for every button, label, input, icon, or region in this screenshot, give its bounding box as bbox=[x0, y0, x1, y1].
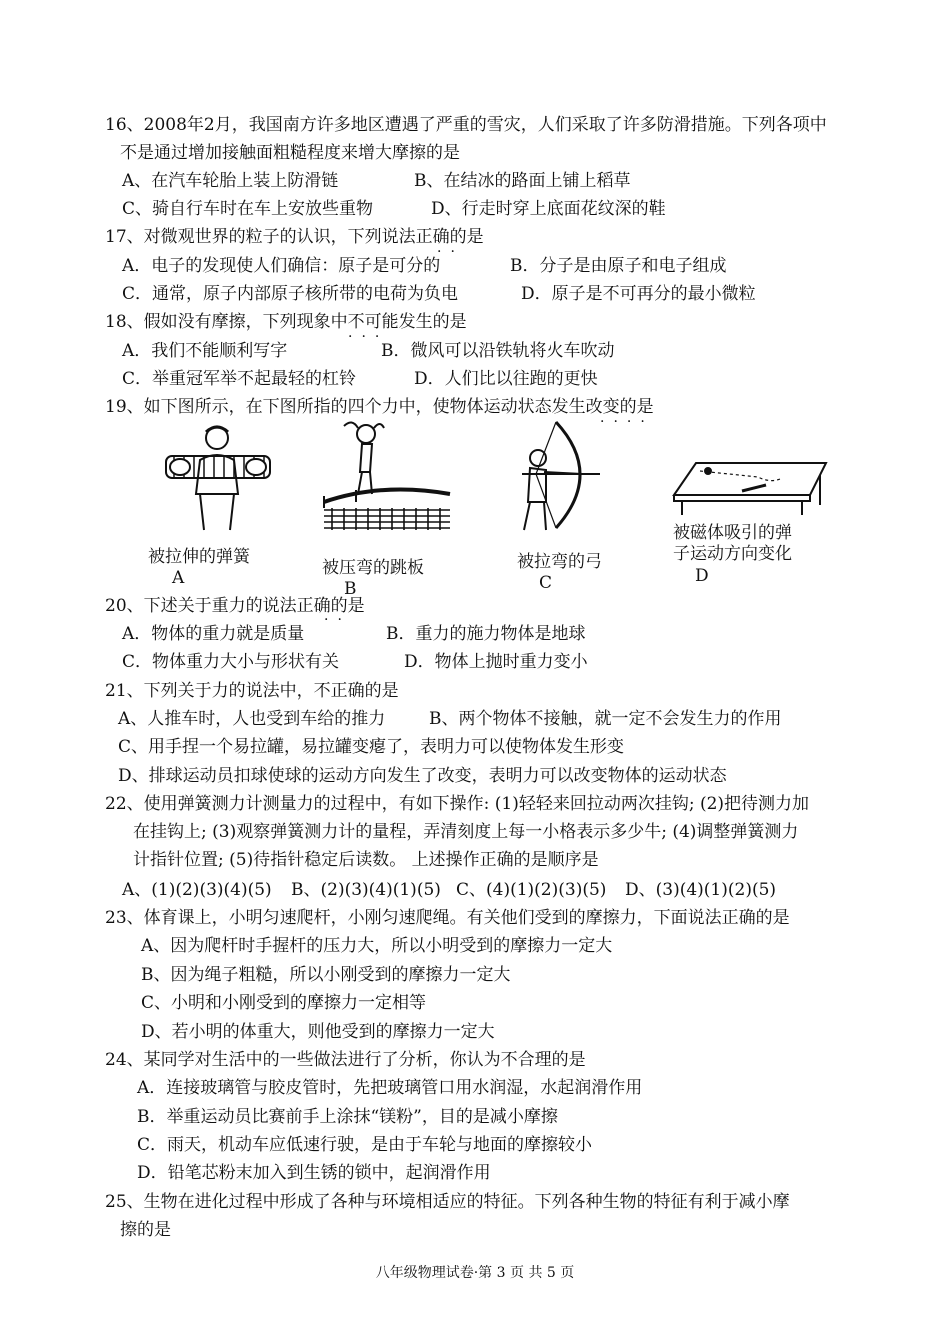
q16-option-b: B、在结冰的路面上铺上稻草 bbox=[414, 171, 631, 191]
q24-option-c: C．雨天，机动车应低速行驶，是由于车轮与地面的摩擦较小 bbox=[137, 1135, 593, 1155]
q22-stem-line3: 计指针位置; (5)待指针稳定后读数。 上述操作正确的是顺序是 bbox=[133, 850, 599, 870]
q17-option-a: A．电子的发现使人们确信：原子是可分的 bbox=[122, 256, 441, 276]
q18-option-a: A．我们不能顺利写字 bbox=[122, 341, 288, 361]
q23-stem: 23、体育课上，小明匀速爬杆，小刚匀速爬绳。有关他们受到的摩擦力，下面说法正确的是 bbox=[105, 908, 790, 928]
q22-option-d: D、(3)(4)(1)(2)(5) bbox=[625, 880, 777, 900]
q25-stem-line2: 擦的是 bbox=[120, 1220, 171, 1240]
figure-d-caption-line1: 被磁体吸引的弹 bbox=[673, 523, 792, 543]
q22-option-c: C、(4)(1)(2)(3)(5) bbox=[456, 880, 607, 900]
q20-option-c: C．物体重力大小与形状有关 bbox=[122, 652, 340, 672]
stretched-spring-figure bbox=[160, 420, 275, 532]
q25-stem-line1: 25、生物在进化过程中形成了各种与环境相适应的特征。下列各种生物的特征有利于减小摩 bbox=[105, 1192, 790, 1212]
figure-a-caption: 被拉伸的弹簧 bbox=[148, 547, 250, 567]
figure-d-caption-line2: 子运动方向变化 bbox=[673, 544, 792, 564]
q20-option-b: B．重力的施力物体是地球 bbox=[386, 624, 586, 644]
figure-b-caption: 被压弯的跳板 bbox=[322, 558, 424, 578]
q20-option-a: A．物体的重力就是质量 bbox=[122, 624, 305, 644]
q23-option-c: C、小明和小刚受到的摩擦力一定相等 bbox=[141, 993, 427, 1013]
q21-option-a: A、人推车时，人也受到车给的推力 bbox=[118, 709, 386, 729]
q22-stem-line2: 在挂钩上; (3)观察弹簧测力计的量程，弄清刻度上每一小格表示多少牛; (4)调整弹簧测力 bbox=[133, 822, 799, 842]
q17-option-b: B．分子是由原子和电子组成 bbox=[510, 256, 727, 276]
q21-option-b: B、两个物体不接触，就一定不会发生力的作用 bbox=[429, 709, 782, 729]
figure-d-letter: D bbox=[695, 566, 709, 586]
q18-emphasis-dots: ··· bbox=[348, 329, 389, 345]
q16-option-a: A、在汽车轮胎上装上防滑链 bbox=[122, 171, 339, 191]
q18-option-b: B．微风可以沿铁轨将火车吹动 bbox=[381, 341, 615, 361]
q16-stem-line1: 16、2008年2月，我国南方许多地区遭遇了严重的雪灾，人们采取了许多防滑措施。下列各项中 bbox=[105, 115, 827, 135]
q23-option-b: B、因为绳子粗糙，所以小刚受到的摩擦力一定大 bbox=[141, 965, 511, 985]
q21-stem: 21、下列关于力的说法中，不正确的是 bbox=[105, 681, 399, 701]
q18-stem: 18、假如没有摩擦，下列现象中不可能发生的是 bbox=[105, 312, 467, 332]
q24-option-a: A．连接玻璃管与胶皮管时，先把玻璃管口用水润湿，水起润滑作用 bbox=[137, 1078, 643, 1098]
q17-stem: 17、对微观世界的粒子的认识，下列说法正确的是 bbox=[105, 227, 484, 247]
q18-option-d: D．人们比以往跑的更快 bbox=[414, 369, 598, 389]
q17-option-d: D．原子是不可再分的最小微粒 bbox=[521, 284, 756, 304]
q21-option-c: C、用手捏一个易拉罐，易拉罐变瘪了，表明力可以使物体发生形变 bbox=[118, 737, 625, 757]
figure-c-caption: 被拉弯的弓 bbox=[517, 552, 602, 572]
q18-option-c: C．举重冠军举不起最轻的杠铃 bbox=[122, 369, 357, 389]
q19-emphasis-dots: ···· bbox=[600, 414, 654, 430]
q20-stem: 20、下述关于重力的说法正确的是 bbox=[105, 596, 365, 616]
q20-option-d: D．物体上抛时重力变小 bbox=[404, 652, 588, 672]
q16-option-c: C、骑自行车时在车上安放些重物 bbox=[122, 199, 374, 219]
q17-option-c: C．通常，原子内部原子核所带的电荷为负电 bbox=[122, 284, 459, 304]
q22-option-b: B、(2)(3)(4)(1)(5) bbox=[291, 880, 441, 900]
q22-stem-line1: 22、使用弹簧测力计测量力的过程中，有如下操作: (1)轻轻来回拉动两次挂钩; (2)把待测力加 bbox=[105, 794, 810, 814]
page-footer: 八年级物理试卷·第 3 页 共 5 页 bbox=[375, 1265, 575, 1281]
figure-b-letter: B bbox=[344, 579, 357, 599]
q20-emphasis-dots: ·· bbox=[324, 612, 351, 628]
magnet-ball-table-figure bbox=[670, 455, 828, 517]
q22-option-a: A、(1)(2)(3)(4)(5) bbox=[122, 880, 272, 900]
q24-option-d: D．铅笔芯粉末加入到生锈的锁中，起润滑作用 bbox=[137, 1163, 491, 1183]
q24-option-b: B．举重运动员比赛前手上涂抹“镁粉”，目的是减小摩擦 bbox=[137, 1107, 558, 1127]
q23-option-a: A、因为爬杆时手握杆的压力大，所以小明受到的摩擦力一定大 bbox=[141, 936, 613, 956]
q16-stem-line2: 不是通过增加接触面粗糙程度来增大摩擦的是 bbox=[120, 143, 460, 163]
figure-c-letter: C bbox=[539, 573, 553, 593]
q16-option-d: D、行走时穿上底面花纹深的鞋 bbox=[431, 199, 666, 219]
q24-stem: 24、某同学对生活中的一些做法进行了分析，你认为不合理的是 bbox=[105, 1050, 586, 1070]
q23-option-d: D、若小明的体重大，则他受到的摩擦力一定大 bbox=[141, 1022, 495, 1042]
figure-a-letter: A bbox=[172, 568, 185, 588]
q21-option-d: D、排球运动员扣球使球的运动方向发生了改变，表明力可以改变物体的运动状态 bbox=[118, 766, 727, 786]
q17-emphasis-dots: ·· bbox=[437, 244, 464, 260]
drawn-bow-figure bbox=[512, 418, 604, 532]
q19-stem: 19、如下图所示，在下图所指的四个力中，使物体运动状态发生改变的是 bbox=[105, 397, 654, 417]
bent-diving-board-figure bbox=[322, 418, 452, 532]
